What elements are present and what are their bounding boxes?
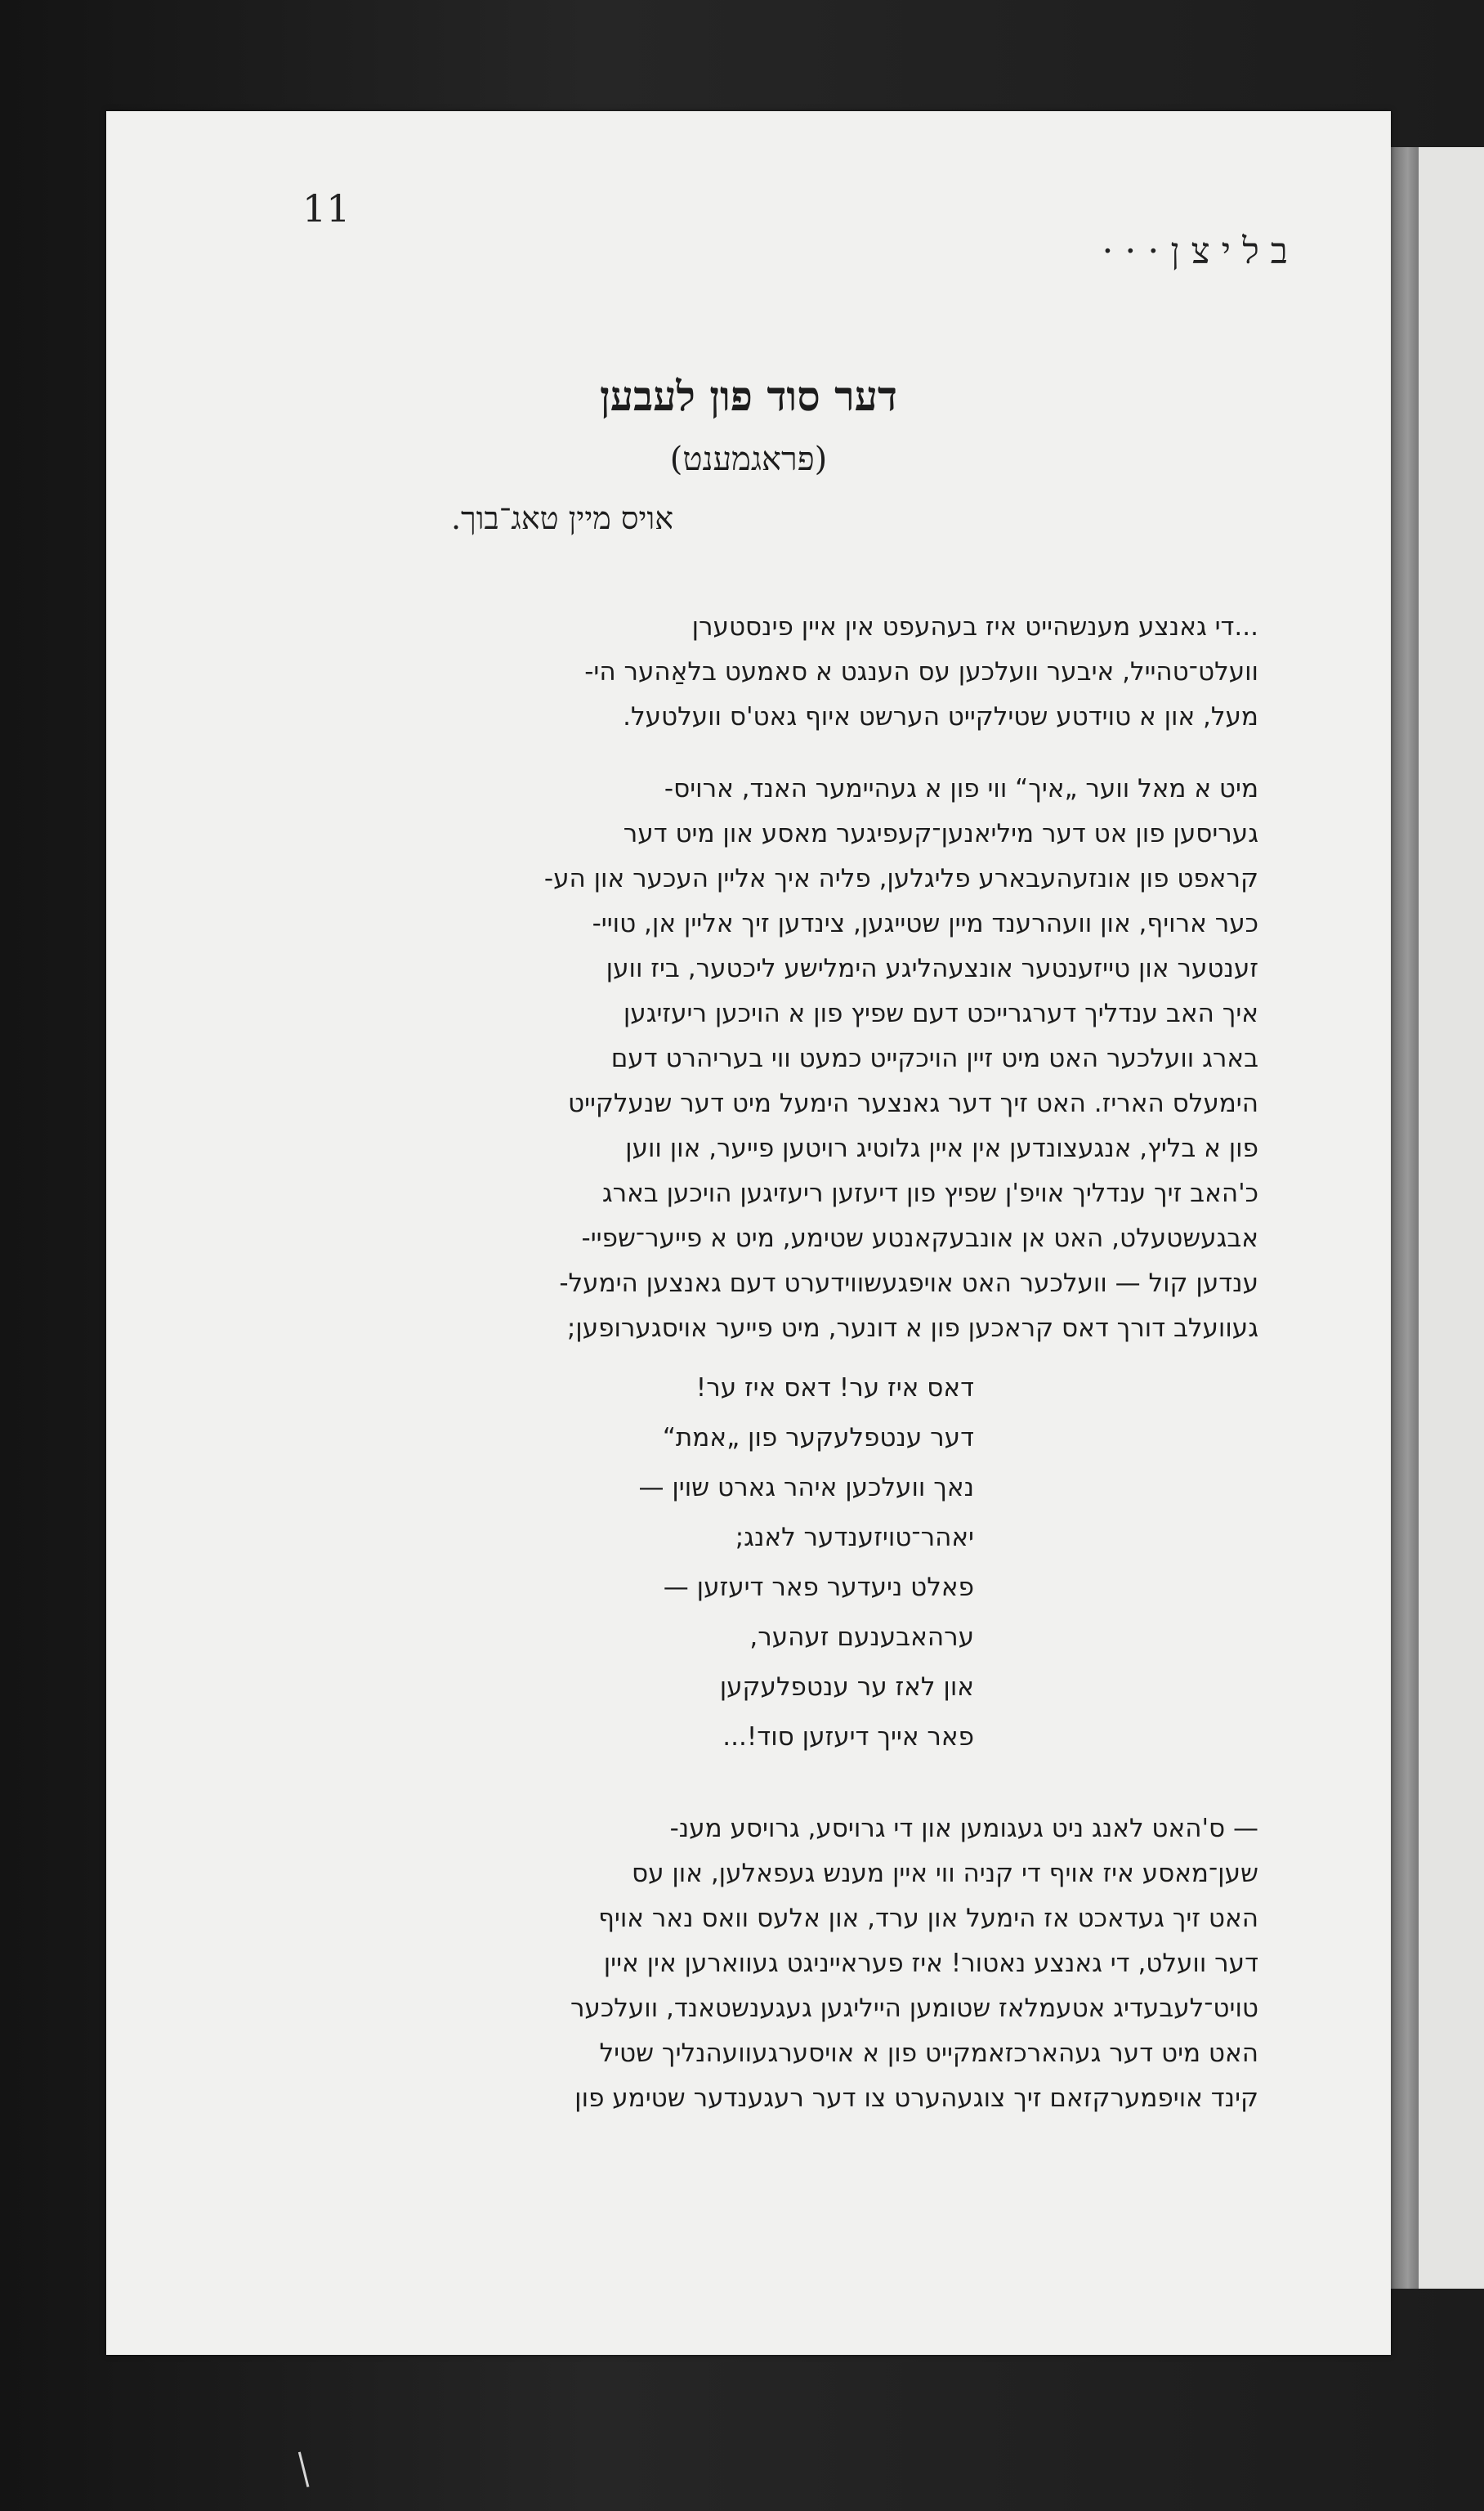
text-line: איך האב ענדליך דערגרייכט דעם שפיץ פון א הויכען ריעזיגען	[623, 999, 1258, 1028]
text-line: הימעלס האריז. האט זיך דער גאנצער הימעל מיט דער שנעלקייט	[567, 1089, 1258, 1118]
poem-line: ערהאבענעם זעהער,	[749, 1623, 974, 1652]
article-byline: אויס מיין טאג־בוך.	[450, 500, 673, 536]
poem-line: נאך וועלכען איהר גארט שוין —	[638, 1473, 974, 1502]
article-subtitle: (פראגמענט)	[669, 441, 828, 478]
text-line: מיט א מאל ווער „איך“ ווי פון א געהיימער האנד, ארויס-	[664, 774, 1258, 803]
book-spine-shadow	[1391, 147, 1419, 2289]
facing-page-edge	[1419, 147, 1484, 2289]
running-head: בליצן···	[1102, 231, 1299, 272]
poem-line: יאהר־טויזענדער לאנג;	[735, 1523, 974, 1552]
text-line: כ'האב זיך ענדליך אויפ'ן שפיץ פון דיעזען ריעזיגען הויכען בארג	[601, 1179, 1258, 1208]
text-line: — ס'האט לאנג ניט געגומען און די גרויסע, גרויסע מענ-	[669, 1814, 1258, 1843]
text-line: זענטער און טייזענטער אונצעהליגע הימלישע ליכטער, ביז ווען	[606, 954, 1258, 983]
text-line: כער ארויף, און וועהרענד מיין שטייגען, צינדען זיך אליין אן, טויי-	[592, 909, 1258, 938]
text-line: דער וועלט, די גאנצע נאטור! איז פעראייניגט געווארען אין איין	[603, 1949, 1258, 1978]
page-number: 11	[302, 186, 351, 231]
text-line: געוועלב דורך דאס קראכען פון א דונער, מיט פייער אויסגערופען;	[566, 1314, 1258, 1343]
text-line: וועלט־טהייל, איבער וועלכען עס הענגט א סאמעט בלאַהער הי-	[584, 657, 1258, 687]
text-line: קראפט פון אונזעהעבארע פליגלען, פליה איך אליין העכער און הע-	[543, 864, 1258, 893]
text-line: ענדען קול — וועלכער האט אויפגעשווידערט דעם גאנצען הימעל-	[559, 1269, 1258, 1298]
text-line: האט מיט דער געהארכזאמקייט פון א אויסערגעוועהנליך שטיל	[599, 2039, 1258, 2068]
text-line: אבגעשטעלט, האט אן אונבעקאנטע שטימע, מיט א פייער־שפיי-	[581, 1224, 1258, 1253]
poem-line: דער ענטפלעקער פון „אמת“	[662, 1423, 974, 1452]
paragraph-3	[343, 1806, 1258, 2121]
text-line: בארג וועלכער האט מיט זיין הויכקייט כמעט ווי בעריהרט דעם	[610, 1044, 1258, 1073]
text-line: האט זיך געדאכט אז הימעל און ערד, און אלעס וואס נאר אויף	[598, 1904, 1258, 1933]
text-line: מעל, און א טוידטע שטילקייט הערשט איוף גאט'ס וועלטעל.	[623, 702, 1258, 732]
poem-line: און לאז ער ענטפלעקען	[719, 1672, 974, 1702]
text-line: שען־מאסע איז אויף די קניה ווי איין מענש געפאלען, און עס	[631, 1859, 1258, 1888]
paragraph-1	[343, 605, 1258, 740]
text-line: טויט־לעבעדיג אטעמלאז שטומען הייליגען געגענשטאנד, וועלכער	[570, 1994, 1258, 2023]
article-title: דער סוד פון לעבען	[600, 372, 897, 420]
poem-line: פאלט ניעדער פאר דיעזען —	[663, 1573, 974, 1602]
poem-line: פאר אייך דיעזען סוד!...	[722, 1722, 974, 1752]
text-line: ...די גאנצע מענשהייט איז בעהעפט אין איין פינסטערן	[691, 612, 1258, 642]
paragraph-2	[343, 767, 1258, 1351]
text-line: פון א בליץ, אנגעצונדען אין איין גלוטיג רויטען פייער, און ווען	[625, 1134, 1258, 1163]
text-line: קינד אויפמערקזאם זיך צוגעהערט צו דער רעגענדער שטימע פון	[574, 2084, 1258, 2113]
poem-line: דאס איז ער! דאס איז ער!	[695, 1373, 974, 1403]
text-line: געריסען פון אט דער מיליאנען־קעפיגער מאסע און מיט דער	[623, 819, 1258, 848]
poem-stanza	[638, 1363, 974, 1762]
